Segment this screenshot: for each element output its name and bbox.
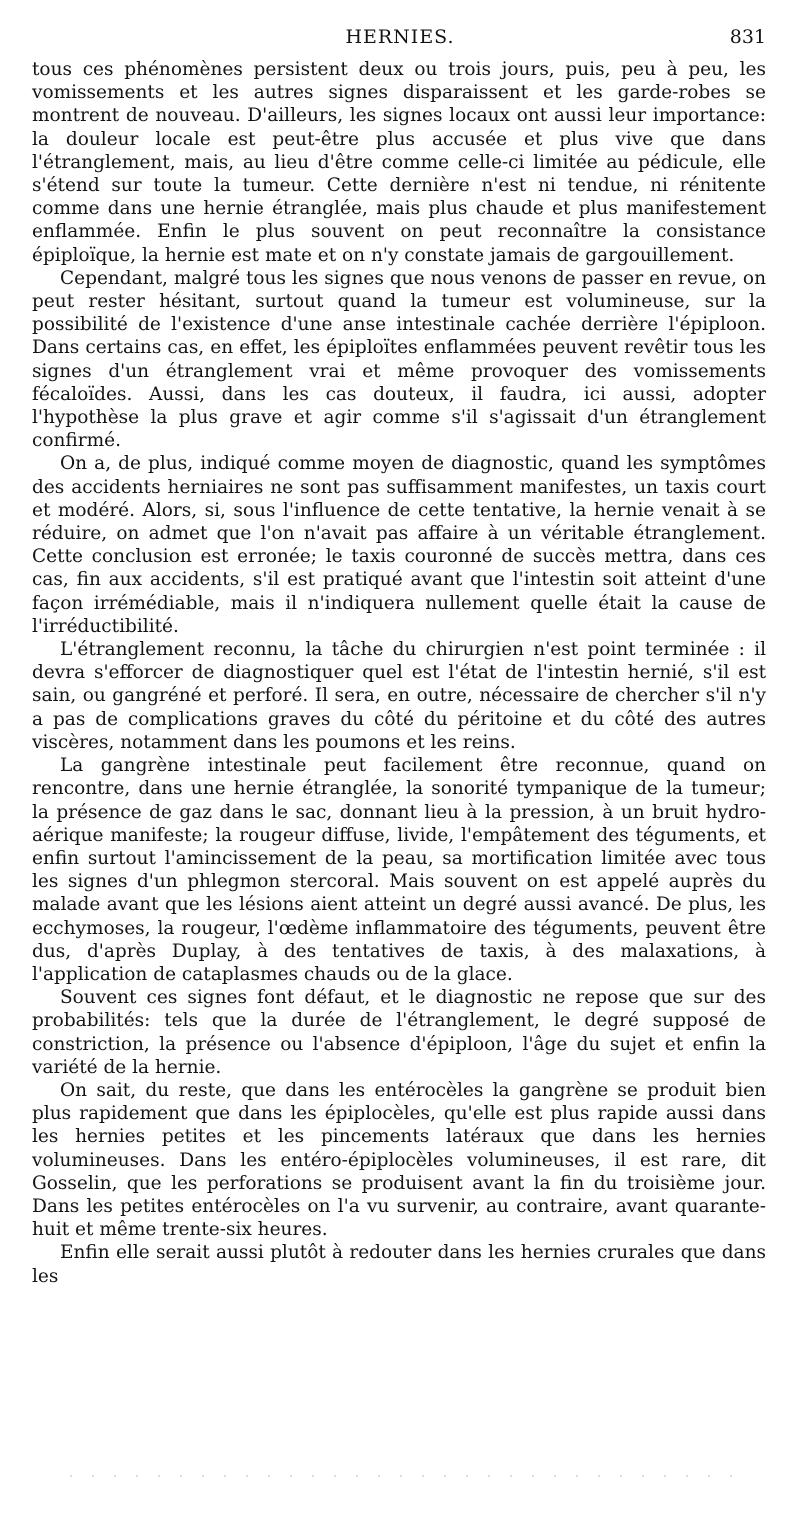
paragraph: La gangrène intestinale peut facilement être reconnue, quand on rencontre, dans une hernie étranglée, la sonorité tympanique de la tumeur; la présence de gaz dans le sac, donnant lieu à la pression, à un bruit hydro-aérique manifeste; la rougeur diffuse, livide, l'empâtement des téguments, et enfin surtout l'amincissement de la peau, sa mortification limitée avec tous les signes d'un phlegmon stercoral. Mais souvent on est appelé auprès du malade avant que les lésions aient atteint un degré aussi avancé. De plus, les ecchymoses, la rougeur, l'œdème inflammatoire des téguments, peuvent être dus, d'après Duplay, à des tentatives de taxis, à des malaxations, à l'application de cataplasmes chauds ou de la glace. [32, 755, 766, 985]
paragraph: On sait, du reste, que dans les entérocèles la gangrène se produit bien plus rapidement que dans les épiplocèles, qu'elle est plus rapide aussi dans les hernies petites et les pincements latéraux que dans les hernies volumineuses. Dans les entéro-épiplocèles volumineuses, il est rare, dit Gosselin, que les perforations se produisent avant la fin du troisième jour. Dans les petites entérocèles on l'a vu survenir, au contraire, avant quarante-huit et même trente-six heures. [32, 1079, 766, 1241]
body-text [32, 58, 766, 1288]
paragraph-continuation: tous ces phénomènes persistent deux ou trois jours, puis, peu à peu, les vomissements et les autres signes disparaissent et les garde-robes se montrent de nouveau. D'ailleurs, les signes locaux ont aussi leur importance: la douleur locale est peut-être plus accusée et plus vive que dans l'étranglement, mais, au lieu d'être comme celle-ci limitée au pédicule, elle s'étend sur toute la tumeur. Cette dernière n'est ni tendue, ni rénitente comme dans une hernie étranglée, mais plus chaude et plus manifestement enflammée. Enfin le plus souvent on peut reconnaître la consistance épiploïque, la hernie est mate et on n'y constate jamais de gargouillement. [32, 59, 766, 266]
page-number: 831 [729, 26, 766, 48]
paragraph: L'étranglement reconnu, la tâche du chirurgien n'est point terminée : il devra s'efforcer de diagnostiquer quel est l'état de l'intestin hernié, s'il est sain, ou gangréné et perforé. Il sera, en outre, nécessaire de chercher s'il n'y a pas de complications graves du côté du péritoine et du côté des autres viscères, notamment dans les poumons et les reins. [32, 639, 766, 753]
running-title: HERNIES. [345, 26, 455, 48]
paragraph: Souvent ces signes font défaut, et le diagnostic ne repose que sur des probabilités: tels que la durée de l'étranglement, le degré supposé de constriction, la présence ou l'absence d'épiploon, l'âge du sujet et enfin la variété de la hernie. [32, 987, 766, 1078]
scan-speckle [60, 1475, 750, 1477]
paragraph: Cependant, malgré tous les signes que nous venons de passer en revue, on peut rester hésitant, surtout quand la tumeur est volumineuse, sur la possibilité de l'existence d'une anse intestinale cachée derrière l'épiploon. Dans certains cas, en effet, les épiploïtes enflammées peuvent revêtir tous les signes d'un étranglement vrai et même provoquer des vomissements fécaloïdes. Aussi, dans les cas douteux, il faudra, ici aussi, adopter l'hypothèse la plus grave et agir comme s'il s'agissait d'un étranglement confirmé. [32, 267, 766, 452]
paragraph: On a, de plus, indiqué comme moyen de diagnostic, quand les symptômes des accidents herniaires ne sont pas suffisamment manifestes, un taxis court et modéré. Alors, si, sous l'influence de cette tentative, la hernie venait à se réduire, on admet que l'on n'avait pas affaire à un véritable étranglement. Cette conclusion est erronée; le taxis couronné de succès mettra, dans ces cas, fin aux accidents, s'il est pratiqué avant que l'intestin soit atteint d'une façon irrémédiable, mais il n'indiquera nullement quelle était la cause de l'irréductibilité. [32, 453, 766, 637]
running-head [32, 26, 768, 52]
paragraph: Enfin elle serait aussi plutôt à redouter dans les hernies crurales que dans les [32, 1242, 766, 1287]
